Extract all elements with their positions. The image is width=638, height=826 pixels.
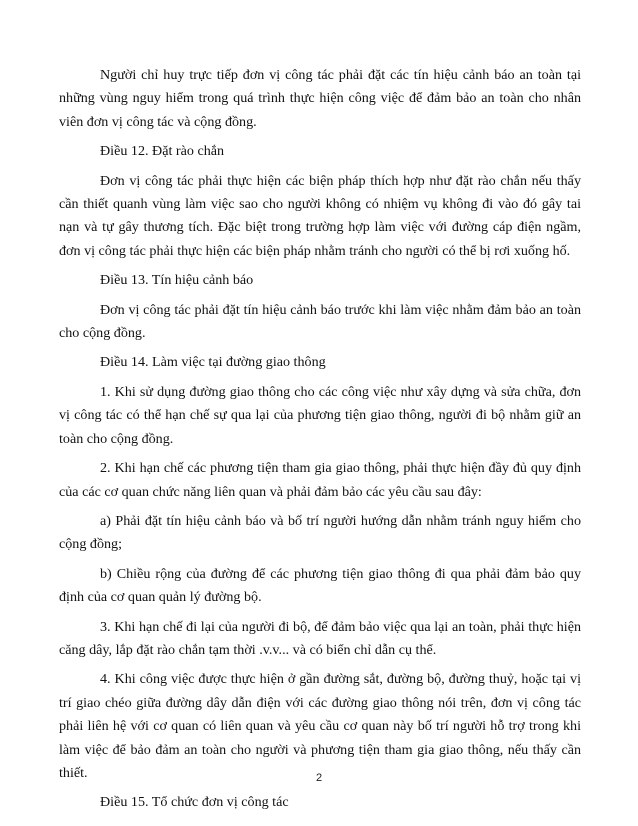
- paragraph-article-14-clause-4: 4. Khi công việc được thực hiện ở gần đường sắt, đường bộ, đường thuỷ, hoặc tại vị trí giao chéo giữa đường dây dẫn điện với các đường giao thông nói trên, đơn vị công tác phải liên hệ với cơ quan có liên quan và yêu cầu cơ quan này bố trí người hỗ trợ trong khi làm việc để bảo đảm an toàn cho người và phương tiện tham gia giao thông, nếu thấy cần thiết.: [59, 671, 581, 781]
- paragraph-article-12: Đơn vị công tác phải thực hiện các biện pháp thích hợp như đặt rào chắn nếu thấy cần thiết quanh vùng làm việc sao cho người không có nhiệm vụ không đi vào đó gây tai nạn và tự gây thương tích. Đặc biệt trong trường hợp làm việc với đường cáp điện ngầm, đơn vị công tác phải thực hiện các biện pháp nhằm tránh cho người có thể bị rơi xuống hố.: [59, 172, 581, 259]
- paragraph-article-14-clause-1: 1. Khi sử dụng đường giao thông cho các công việc như xây dựng và sửa chữa, đơn vị công tác có thể hạn chế sự qua lại của phương tiện giao thông, người đi bộ nhằm giữ an toàn cho cộng đồng.: [59, 383, 581, 447]
- paragraph-warning-signals-duty: Người chỉ huy trực tiếp đơn vị công tác phải đặt các tín hiệu cảnh báo an toàn tại những vùng nguy hiểm trong quá trình thực hiện công việc để đảm bảo an toàn cho nhân viên đơn vị công tác và cộng đồng.: [59, 67, 581, 130]
- document-body: [59, 64, 581, 815]
- paragraph-article-14-clause-2b: b) Chiều rộng của đường để các phương tiện giao thông đi qua phải đảm bảo quy định của cơ quan quản lý đường bộ.: [59, 565, 581, 606]
- paragraph-article-13: Đơn vị công tác phải đặt tín hiệu cảnh báo trước khi làm việc nhằm đảm bảo an toàn cho cộng đồng.: [59, 301, 581, 342]
- paragraph-article-14-clause-3: 3. Khi hạn chế đi lại của người đi bộ, để đảm bảo việc qua lại an toàn, phải thực hiện căng dây, lắp đặt rào chắn tạm thời .v.v... và có biển chỉ dẫn cụ thể.: [59, 618, 581, 658]
- page-number: 2: [315, 772, 323, 784]
- heading-article-12: Điều 12. Đặt rào chắn: [100, 143, 225, 160]
- heading-article-14: Điều 14. Làm việc tại đường giao thông: [100, 354, 326, 371]
- heading-article-15: Điều 15. Tổ chức đơn vị công tác: [100, 794, 289, 811]
- paragraph-article-14-clause-2a: a) Phải đặt tín hiệu cảnh báo và bố trí người hướng dẫn nhằm tránh nguy hiểm cho cộng đồng;: [59, 512, 581, 553]
- paragraph-article-14-clause-2: 2. Khi hạn chế các phương tiện tham gia giao thông, phải thực hiện đầy đủ quy định của các cơ quan chức năng liên quan và phải đảm bảo các yêu cầu sau đây:: [59, 460, 581, 500]
- heading-article-13: Điều 13. Tín hiệu cảnh báo: [100, 272, 254, 289]
